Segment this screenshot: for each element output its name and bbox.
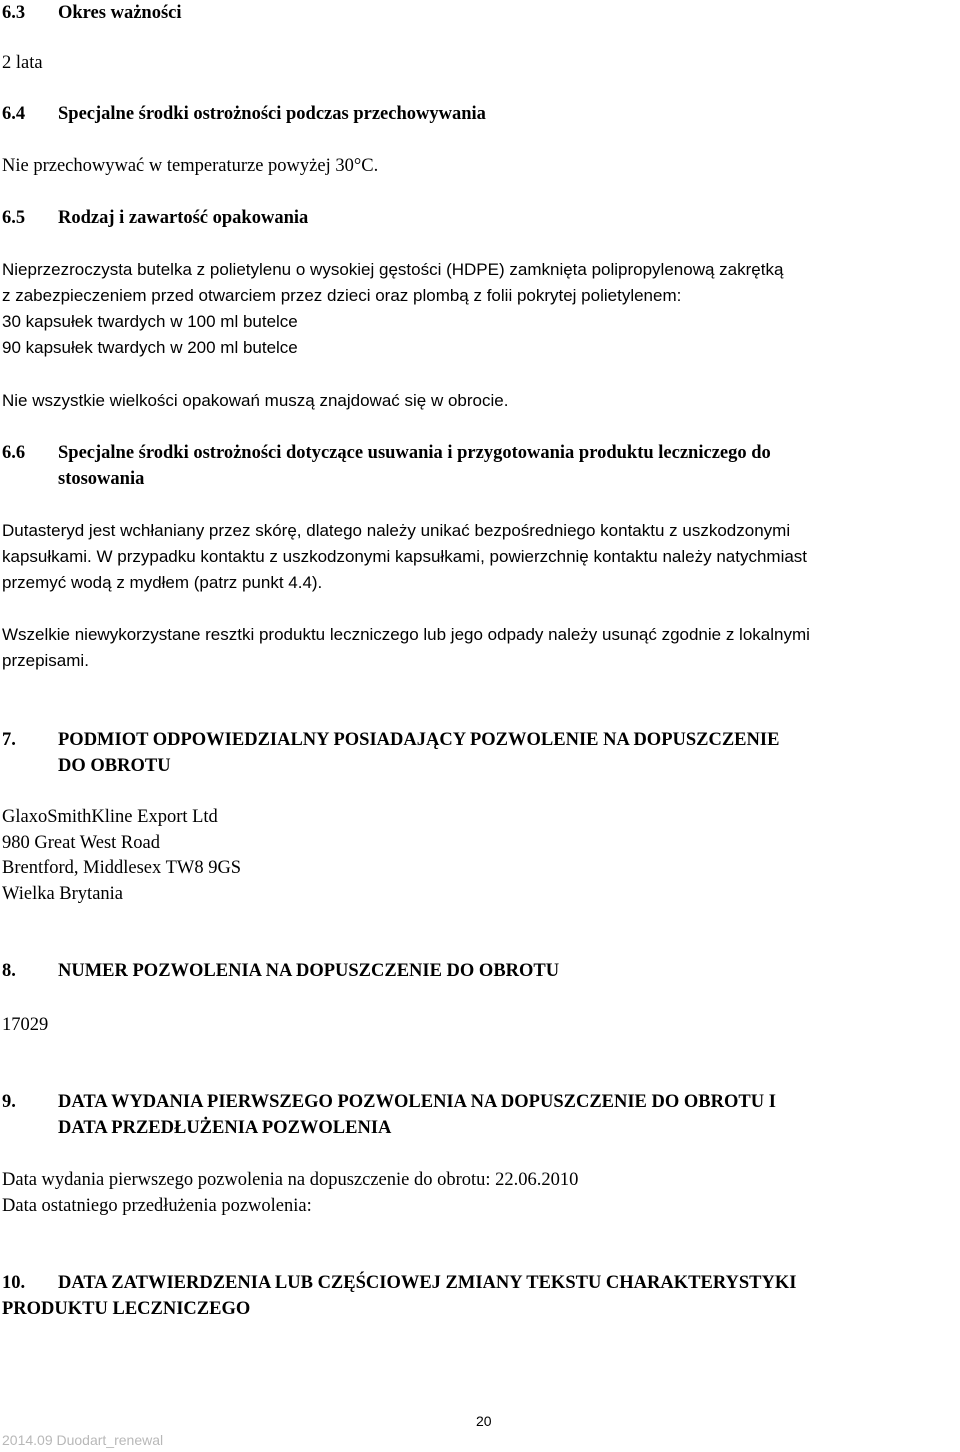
- address-line: Brentford, Middlesex TW8 9GS: [2, 858, 242, 878]
- section-6-5-heading: Rodzaj i zawartość opakowania: [58, 208, 309, 228]
- section-6-6-heading: Specjalne środki ostrożności dotyczące usuwania i przygotowania produktu leczniczego do: [58, 443, 771, 463]
- section-10-heading: DATA ZATWIERDZENIA LUB CZĘŚCIOWEJ ZMIANY TEKSTU CHARAKTERYSTYKI: [58, 1273, 797, 1293]
- storage-text: Nie przechowywać w temperaturze powyżej 30°C.: [2, 156, 379, 176]
- packaging-line: z zabezpieczeniem przed otwarciem przez dzieci oraz plombą z folii pokrytej polietylenem:: [2, 286, 682, 305]
- address-line: Wielka Brytania: [2, 884, 123, 904]
- section-6-6-number: 6.6: [2, 443, 26, 463]
- section-10-number: 10.: [2, 1273, 26, 1293]
- document-id: 2014.09 Duodart_renewal: [2, 1432, 164, 1448]
- disposal-paragraph-line: kapsułkami. W przypadku kontaktu z uszkodzonymi kapsułkami, powierzchnię kontaktu należy natychmiast: [2, 547, 808, 566]
- section-6-6-heading: stosowania: [58, 469, 145, 489]
- section-6-3-heading: Okres ważności: [58, 3, 182, 23]
- authorization-number: 17029: [2, 1015, 49, 1035]
- section-6-3-number: 6.3: [2, 3, 26, 23]
- section-7-heading: DO OBROTU: [58, 756, 171, 776]
- authorization-date-line: Data ostatniego przedłużenia pozwolenia:: [2, 1196, 312, 1216]
- section-6-4-number: 6.4: [2, 104, 26, 124]
- disposal-paragraph-line: przemyć wodą z mydłem (patrz punkt 4.4).: [2, 573, 323, 592]
- page-number: 20: [476, 1413, 492, 1429]
- disposal-paragraph-line: przepisami.: [2, 651, 89, 670]
- section-9-heading: DATA PRZEDŁUŻENIA POZWOLENIA: [58, 1118, 392, 1138]
- section-7-heading: PODMIOT ODPOWIEDZIALNY POSIADAJĄCY POZWOLENIE NA DOPUSZCZENIE: [58, 730, 780, 750]
- packaging-note: Nie wszystkie wielkości opakowań muszą znajdować się w obrocie.: [2, 391, 509, 410]
- section-8-number: 8.: [2, 961, 16, 981]
- address-line: 980 Great West Road: [2, 833, 160, 853]
- section-6-5-number: 6.5: [2, 208, 26, 228]
- address-line: GlaxoSmithKline Export Ltd: [2, 807, 218, 827]
- section-9-heading: DATA WYDANIA PIERWSZEGO POZWOLENIA NA DOPUSZCZENIE DO OBROTU I: [58, 1092, 776, 1112]
- section-8-heading: NUMER POZWOLENIA NA DOPUSZCZENIE DO OBROTU: [58, 961, 560, 981]
- packaging-line: 30 kapsułek twardych w 100 ml butelce: [2, 312, 298, 331]
- packaging-line: 90 kapsułek twardych w 200 ml butelce: [2, 338, 298, 357]
- section-6-4-heading: Specjalne środki ostrożności podczas przechowywania: [58, 104, 486, 124]
- authorization-date-line: Data wydania pierwszego pozwolenia na dopuszczenie do obrotu: 22.06.2010: [2, 1170, 579, 1190]
- disposal-paragraph-line: Dutasteryd jest wchłaniany przez skórę, dlatego należy unikać bezpośredniego kontaktu z uszkodzonymi: [2, 521, 791, 540]
- section-7-number: 7.: [2, 730, 16, 750]
- section-10-heading: PRODUKTU LECZNICZEGO: [2, 1299, 251, 1319]
- shelf-life-text: 2 lata: [2, 53, 43, 73]
- section-9-number: 9.: [2, 1092, 16, 1112]
- disposal-paragraph-line: Wszelkie niewykorzystane resztki produktu leczniczego lub jego odpady należy usunąć zgodnie z lokalnymi: [2, 625, 810, 644]
- packaging-line: Nieprzezroczysta butelka z polietylenu o wysokiej gęstości (HDPE) zamknięta polipropylenową zakrętką: [2, 260, 784, 279]
